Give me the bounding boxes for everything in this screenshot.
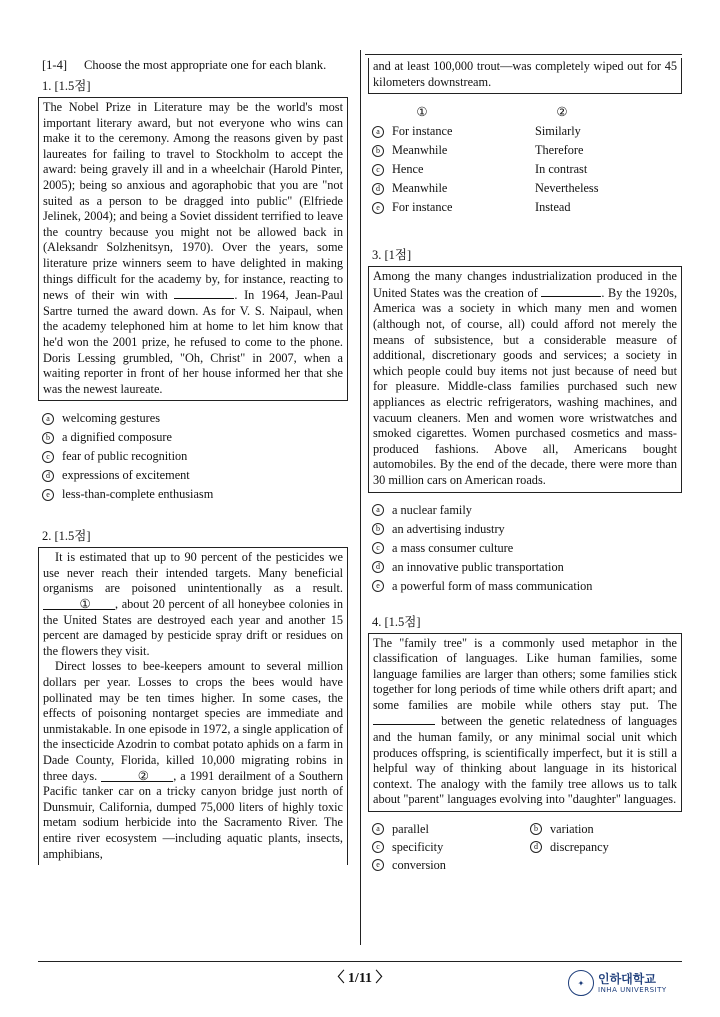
q3-option-c[interactable] bbox=[372, 539, 682, 558]
q1-option-d-text: expressions of excitement bbox=[62, 468, 190, 483]
instructions-range: [1-4] bbox=[42, 58, 67, 72]
q1-option-b-text: a dignified composure bbox=[62, 430, 172, 445]
q2-option-e[interactable] bbox=[372, 198, 682, 217]
q3-option-a[interactable] bbox=[372, 501, 682, 520]
q1-passage-part2: . In 1964, Jean-Paul Sartre turned the award down. As for V. S. Naipaul, when the academy telephoned him at home to let him know that he'd won the 2001 prize, he refused to come to the phone. Doris Lessing grumbled, "Oh, Christ" in 2007, when a waiting reporter in front of her house informed her that she was the newest laureate. bbox=[43, 288, 343, 396]
q3-passage bbox=[368, 266, 682, 492]
q2-passage-p2a: Direct losses to bee-keepers amount to several million dollars per year. Losses to crops the bees would have pollinated may be ten times higher. In some cases, the effects of poisoning nontarget species are immediate and unmistakable. In one episode in 1972, a single application of the insecticide Azodrin to combat potato aphids on a farm in Dade County, Florida, killed 10,000 migrating robins in three days. bbox=[43, 659, 343, 783]
q2-passage bbox=[38, 547, 348, 865]
q4-options bbox=[372, 820, 682, 874]
q4-option-d-text: discrepancy bbox=[550, 839, 609, 854]
q3-option-b[interactable] bbox=[372, 520, 682, 539]
q4-number: 4. [1.5점] bbox=[372, 614, 421, 629]
option-marker-e: e bbox=[372, 580, 384, 592]
footer-rule bbox=[38, 961, 682, 962]
university-seal-icon: ✦ bbox=[568, 970, 594, 996]
q4-blank bbox=[373, 713, 435, 725]
instructions bbox=[42, 58, 348, 72]
option-marker-d: d bbox=[530, 841, 542, 853]
q2-option-b-c1: Meanwhile bbox=[392, 143, 448, 158]
q2-col-head-2: ② bbox=[556, 105, 568, 120]
q2-blank-2: ② bbox=[101, 770, 173, 782]
q1-option-e-text: less-than-complete enthusiasm bbox=[62, 487, 214, 502]
option-marker-c: c bbox=[372, 841, 384, 853]
q2-passage-continued bbox=[368, 58, 682, 94]
q2-option-a[interactable] bbox=[372, 122, 682, 141]
q2-option-c-c1: Hence bbox=[392, 162, 424, 177]
q4-option-a[interactable] bbox=[372, 820, 530, 838]
option-marker-e: e bbox=[372, 202, 384, 214]
option-marker-a: a bbox=[42, 413, 54, 425]
q2-col-head-1: ① bbox=[416, 105, 428, 120]
q2-option-a-c1: For instance bbox=[392, 124, 453, 139]
q2-passage-p1b: , about 20 percent of all honeybee colonies in the United States are destroyed each year and another 15 percent are damaged by pesticide spray drift or residues on the flowers they visit. bbox=[43, 597, 343, 658]
q2-option-d[interactable] bbox=[372, 179, 682, 198]
q1-option-a-text: welcoming gestures bbox=[62, 411, 161, 426]
q4-option-b-text: variation bbox=[550, 821, 594, 836]
q3-option-e-text: a powerful form of mass communication bbox=[392, 578, 593, 593]
university-logo bbox=[568, 970, 667, 996]
option-marker-e: e bbox=[372, 859, 384, 871]
page-number: 〈 1/11 〉 bbox=[330, 971, 390, 986]
right-column bbox=[368, 58, 682, 874]
column-divider bbox=[360, 50, 361, 945]
q4-option-c-text: specificity bbox=[392, 839, 444, 854]
option-marker-c: c bbox=[372, 164, 384, 176]
option-marker-b: b bbox=[372, 523, 384, 535]
q3-option-b-text: an advertising industry bbox=[392, 521, 505, 536]
q2-passage-p2b: , a 1991 derailment of a Southern Pacific tanker car on a tricky canyon bridge just north of Dunsmuir, California, dumped 75,000 liters of highly toxic metam sodium herbicide into the Sacramento River. The entire river ecosystem —including aquatic plants, insects, amphibians, bbox=[43, 768, 344, 861]
q2-passage-p1a: It is estimated that up to 90 percent of the pesticides we use never reach their intended targets. Many beneficial organisms are poisoned unintentionally as a result. bbox=[43, 550, 343, 596]
q2-option-d-c1: Meanwhile bbox=[392, 181, 448, 196]
q4-option-a-text: parallel bbox=[392, 821, 429, 836]
q2-option-c-c2: In contrast bbox=[535, 162, 588, 177]
option-marker-a: a bbox=[372, 126, 384, 138]
q3-blank bbox=[541, 285, 601, 297]
q4-passage bbox=[368, 633, 682, 813]
right-column-top-rule bbox=[365, 54, 682, 55]
q2-option-headers bbox=[372, 104, 682, 120]
q4-option-e-text: conversion bbox=[392, 857, 446, 872]
q2-blank-1: ① bbox=[43, 598, 115, 610]
q2-options bbox=[368, 122, 682, 217]
option-marker-b: b bbox=[42, 432, 54, 444]
q1-option-e[interactable] bbox=[42, 485, 348, 504]
instructions-text: Choose the most appropriate one for each blank. bbox=[84, 58, 327, 72]
q1-option-c[interactable] bbox=[42, 447, 348, 466]
option-marker-a: a bbox=[372, 823, 384, 835]
q1-option-b[interactable] bbox=[42, 428, 348, 447]
q3-option-d-text: an innovative public transportation bbox=[392, 559, 564, 574]
q1-options bbox=[42, 409, 348, 504]
q1-option-a[interactable] bbox=[42, 409, 348, 428]
q1-blank bbox=[174, 287, 234, 299]
option-marker-a: a bbox=[372, 504, 384, 516]
q2-option-a-c2: Similarly bbox=[535, 124, 581, 139]
q4-option-c[interactable] bbox=[372, 838, 530, 856]
q2-passage-continued-text: and at least 100,000 trout—was completely wiped out for 45 kilometers downstream. bbox=[373, 59, 677, 89]
q1-option-c-text: fear of public recognition bbox=[62, 449, 188, 464]
q1-number: 1. [1.5점] bbox=[42, 79, 91, 93]
q3-option-a-text: a nuclear family bbox=[392, 502, 472, 517]
logo-korean-name: 인하대학교 bbox=[598, 971, 656, 986]
option-marker-d: d bbox=[372, 561, 384, 573]
left-column bbox=[38, 58, 348, 865]
q4-passage-part1: The "family tree" is a commonly used metaphor in the classification of languages. Like human families, some language families are larger than others; some families stick together for long periods of time while others drift apart; and some families are mobile while others stay put. The bbox=[373, 635, 677, 712]
q1-passage-part1: The Nobel Prize in Literature may be the world's most important literary award, but not everyone who wins can make it to the ceremony. Among the reasons given by past laureates for failing to travel to Stockholm to accept the award: being gravely ill and in a wheelchair (Harold Pinter, 2005); being so anxious and agoraphobic that you are "not suited as a person to be dragged into public" (Elfriede Jelinek, 2004); and being a Soviet dissident terrified to leave the country because you might not be allowed back in (Aleksandr Solzhenitsyn, 1970). Over the years, some literature prize winners seem to have delighted in making things difficult for the academy by, for instance, reacting to news of their win with bbox=[43, 100, 343, 303]
q2-option-b[interactable] bbox=[372, 141, 682, 160]
q3-option-e[interactable] bbox=[372, 577, 682, 596]
q2-option-d-c2: Nevertheless bbox=[535, 181, 599, 196]
q2-option-e-c2: Instead bbox=[535, 200, 571, 215]
option-marker-c: c bbox=[372, 542, 384, 554]
option-marker-e: e bbox=[42, 489, 54, 501]
q4-option-d[interactable] bbox=[530, 838, 680, 856]
option-marker-b: b bbox=[530, 823, 542, 835]
option-marker-b: b bbox=[372, 145, 384, 157]
q3-options bbox=[372, 501, 682, 596]
q1-option-d[interactable] bbox=[42, 466, 348, 485]
q4-passage-part2: between the genetic relatedness of languages and the human family, or any minimal social unit which produces offspring, is scientifically imperfect, but it is still a helpful way of thinking about language in its historical context. The analogy with the family tree allows us to talk about "parent" languages evolving into "daughter" languages. bbox=[373, 714, 677, 807]
q3-passage-part2: . By the 1920s, America was a society in which many men and women (although not, of course, all) could afford not merely the means of subsistence, but a considerable measure of additional, discretionary goods and services; a society in which people could buy items not just because of need but for pleasure. Middle-class families purchased such new appliances as electric refrigerators, washing machines, and vacuum cleaners. Men and women wore wristwatches and smoked cigarettes. Women purchased cosmetics and mass-produced fashions. Above all, Americans bought automobiles. By the end of the decade, there were more than 30 million cars on American roads. bbox=[373, 285, 678, 487]
q3-option-c-text: a mass consumer culture bbox=[392, 540, 514, 555]
q1-passage bbox=[38, 97, 348, 401]
q3-option-d[interactable] bbox=[372, 558, 682, 577]
q2-option-c[interactable] bbox=[372, 160, 682, 179]
q3-passage-part1: Among the many changes industrialization produced in the United States was the creation of bbox=[373, 269, 677, 300]
q3-number: 3. [1점] bbox=[372, 248, 412, 263]
q4-option-b[interactable] bbox=[530, 820, 680, 838]
q2-number: 2. [1.5점] bbox=[42, 529, 91, 544]
option-marker-c: c bbox=[42, 451, 54, 463]
q2-option-e-c1: For instance bbox=[392, 200, 453, 215]
logo-english-name: INHA UNIVERSITY bbox=[598, 985, 667, 994]
q2-option-b-c2: Therefore bbox=[535, 143, 584, 158]
option-marker-d: d bbox=[372, 183, 384, 195]
option-marker-d: d bbox=[42, 470, 54, 482]
q4-option-e[interactable] bbox=[372, 856, 530, 874]
